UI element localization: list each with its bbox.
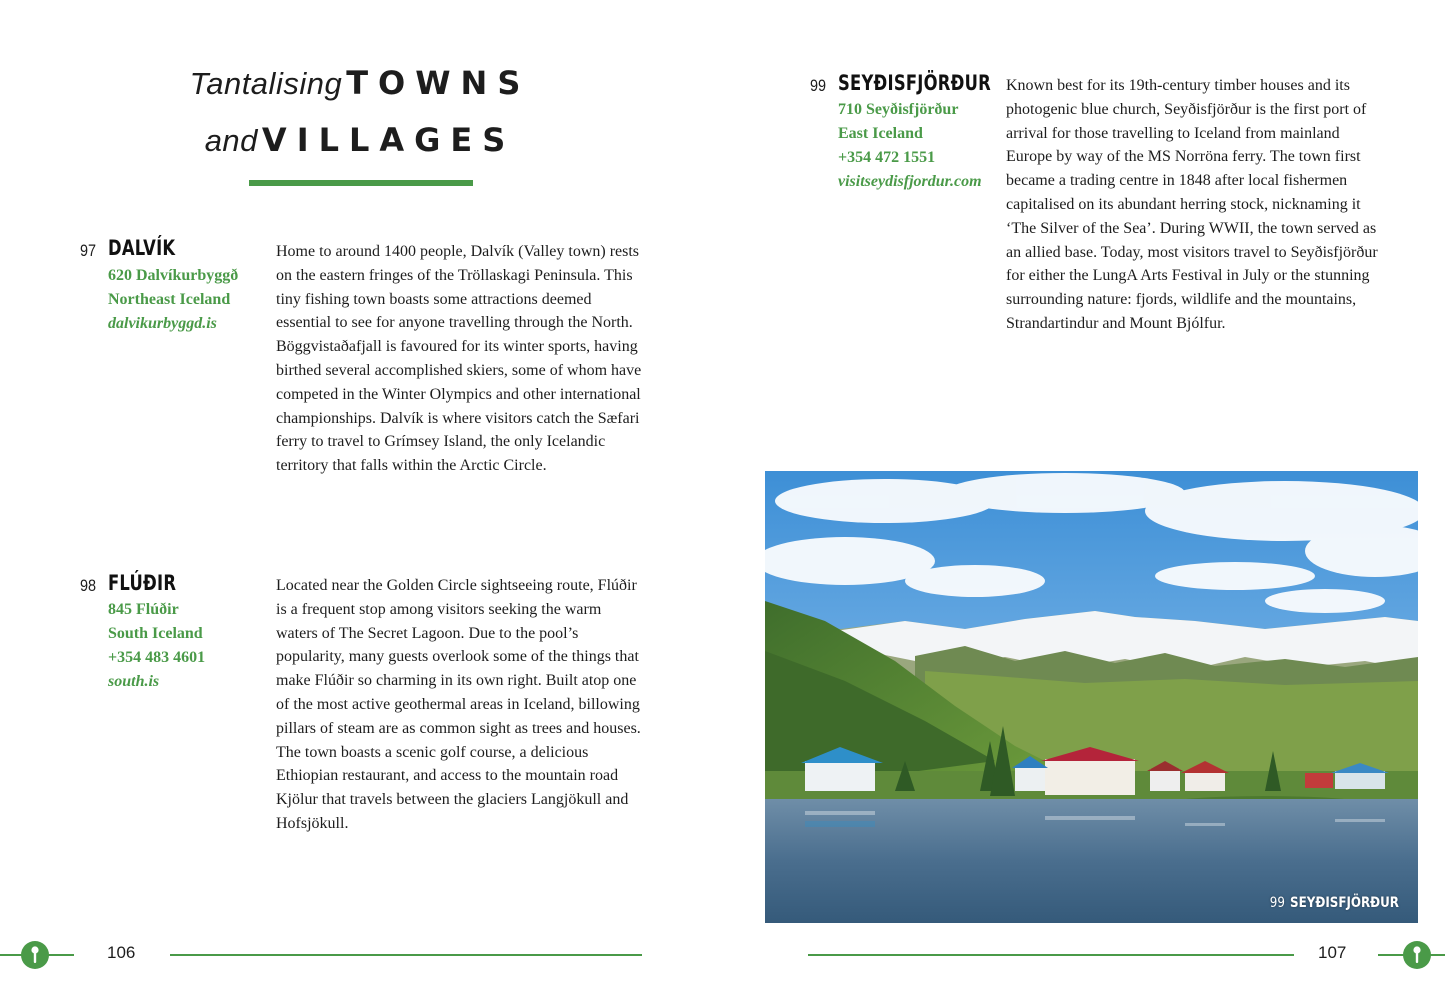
location-pin-icon <box>20 940 50 970</box>
entry-number: 98 <box>80 576 97 595</box>
entry-address: 620 Dalvíkurbyggð <box>108 267 239 284</box>
entry-website-link[interactable]: south.is <box>108 673 160 690</box>
photo-illustration <box>765 471 1418 923</box>
page-number-right: 107 <box>1318 943 1347 962</box>
entry-phone: +354 483 4601 <box>108 649 206 666</box>
entry-website-link[interactable]: dalvikurbyggd.is <box>108 315 217 332</box>
entry-body <box>1006 74 1378 336</box>
page-title <box>150 58 570 172</box>
entry-address: 845 Flúðir <box>108 601 179 618</box>
entry-body <box>276 574 646 836</box>
title-line-1 <box>150 58 570 115</box>
title-italic-1: Tantalising <box>189 66 343 101</box>
entry-number: 99 <box>810 76 827 95</box>
entry-website-link[interactable]: visitseydisfjordur.com <box>838 173 982 190</box>
caption-number: 99 <box>1269 895 1285 911</box>
entry-region: Northeast Iceland <box>108 291 231 308</box>
title-caps-1: TOWNS <box>346 64 531 102</box>
entry-number: 97 <box>80 241 97 260</box>
photo-caption <box>1270 895 1399 911</box>
caption-name: SEYÐISFJÖRÐUR <box>1290 895 1399 911</box>
entry-phone: +354 472 1551 <box>838 149 936 166</box>
entry-name: FLÚÐIR <box>108 571 177 595</box>
town-photo <box>765 471 1418 923</box>
title-underline <box>249 180 473 186</box>
entry-info <box>108 598 205 694</box>
footer-line-left <box>170 954 642 956</box>
title-italic-2: and <box>204 123 258 158</box>
entry-body-text: Known best for its 19th-century timber houses and its photogenic blue church, Seyðisfjörður is the first port of arrival for those travelling to Iceland from mainland Europe by way of the MS Norröna ferry. The town first became a trading centre in 1848 after local fishermen capitalised on its abundant herring stock, nicknaming it ‘The Silver of the Sea’. During WWII, the town served as an allied base. Today, most visitors travel to Seyðisfjörður for either the LungA Arts Festival in July or the stunning surrounding nature: fjords, wildlife and the mountains, Strandartindur and Mount Bjólfur. <box>1006 77 1378 332</box>
entry-body-text: Home to around 1400 people, Dalvík (Valley town) rests on the eastern fringes of the Tröllaskagi Peninsula. This tiny fishing town boasts some attractions deemed essential to see for anyone travelling through the North. Böggvistaðafjall is favoured for its winter sports, having birthed several accomplished skiers, some of whom have competed in the Winter Olympics and other international championships. Dalvík is where visitors catch the Sæfari ferry to travel to Grímsey Island, the only Icelandic territory that falls within the Arctic Circle. <box>276 243 642 475</box>
entry-address: 710 Seyðisfjörður <box>838 101 959 118</box>
entry-info <box>838 98 982 194</box>
page-number-left: 106 <box>107 943 136 962</box>
title-caps-2: VILLAGES <box>261 121 516 159</box>
entry-region: South Iceland <box>108 625 203 642</box>
title-line-2 <box>150 115 570 172</box>
location-pin-icon <box>1402 940 1432 970</box>
entry-name: DALVÍK <box>108 236 176 260</box>
footer-line-right <box>808 954 1294 956</box>
entry-body <box>276 240 646 478</box>
entry-name: SEYÐISFJÖRÐUR <box>838 71 991 95</box>
entry-body-text: Located near the Golden Circle sightseeing route, Flúðir is a frequent stop among visitors seeking the warm waters of The Secret Lagoon. Due to the pool’s popularity, many guests overlook some of the things that make Flúðir so charming in its own right. Built atop one of the most active geothermal areas in Iceland, billowing pillars of steam are as common sight as trees and houses. The town boasts a scenic golf course, a delicious Ethiopian restaurant, and access to the mountain road Kjölur that travels between the glaciers Langjökull and Hofsjökull. <box>276 577 641 832</box>
entry-info <box>108 264 238 336</box>
entry-region: East Iceland <box>838 125 923 142</box>
